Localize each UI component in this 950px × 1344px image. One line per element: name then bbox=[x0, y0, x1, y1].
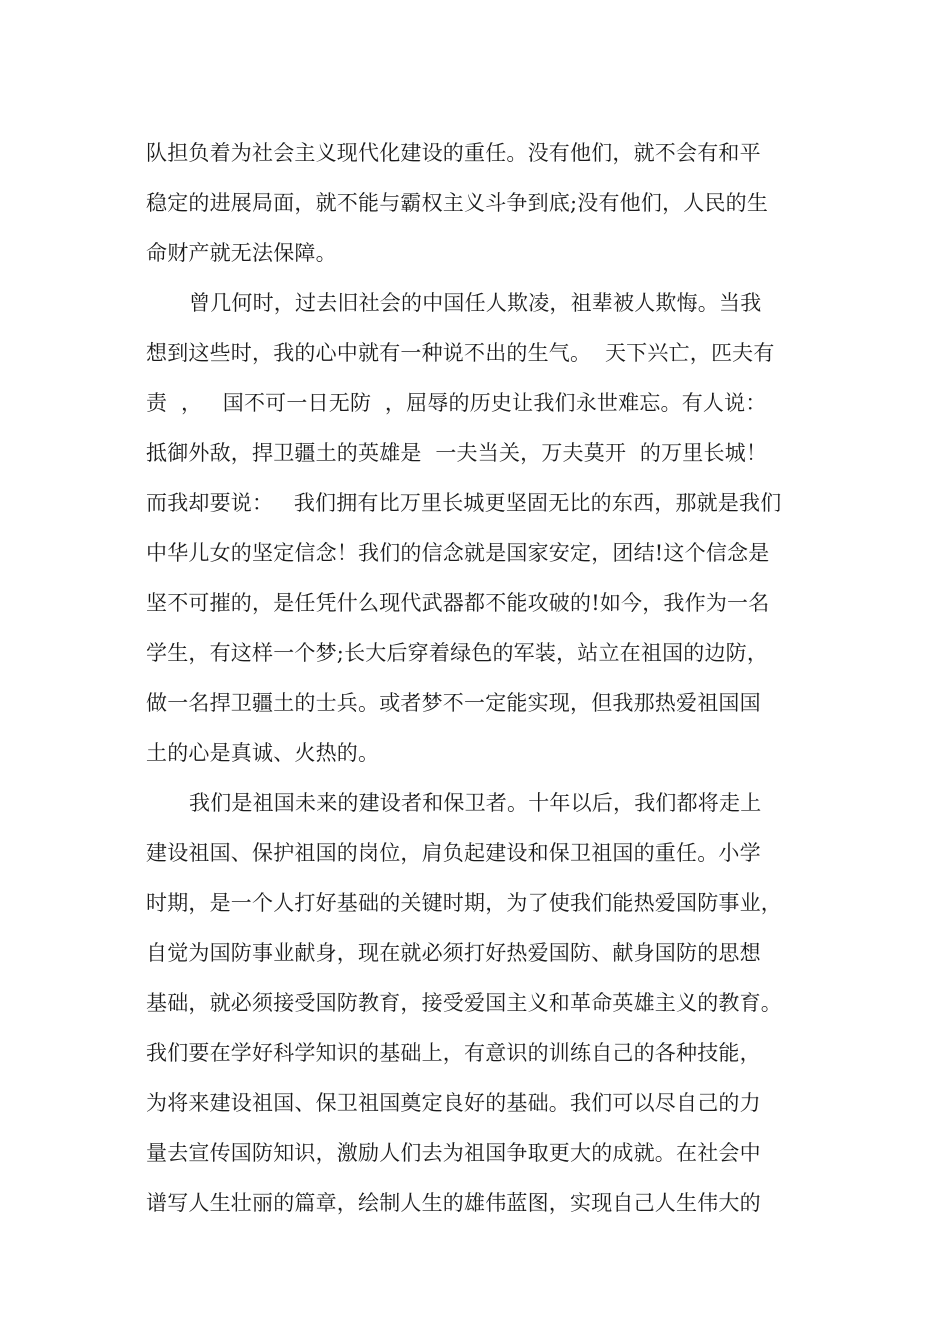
text-line: 谱写人生壮丽的篇章，绘制人生的雄伟蓝图，实现自己人生伟大的 bbox=[146, 1191, 761, 1215]
text-line: 稳定的进展局面，就不能与霸权主义斗争到底;没有他们，人民的生 bbox=[146, 191, 769, 215]
text-line: 责 ， 国不可一日无防 ，屈辱的历史让我们永世难忘。有人说： bbox=[146, 391, 767, 415]
text-line: 做一名捍卫疆土的士兵。或者梦不一定能实现，但我那热爱祖国国 bbox=[146, 691, 761, 715]
text-line: 量去宣传国防知识，激励人们去为祖国争取更大的成就。在社会中 bbox=[146, 1141, 761, 1165]
text-line: 土的心是真诚、火热的。 bbox=[146, 741, 380, 765]
text-line: 基础，就必须接受国防教育，接受爱国主义和革命英雄主义的教育。 bbox=[146, 991, 782, 1015]
text-line: 曾几何时，过去旧社会的中国任人欺凌，祖辈被人欺悔。当我 bbox=[189, 291, 762, 315]
text-line: 坚不可摧的，是任凭什么现代武器都不能攻破的!如今，我作为一名 bbox=[146, 591, 770, 615]
text-line: 抵御外敌，捍卫疆土的英雄是 一夫当关，万夫莫开 的万里长城！ bbox=[146, 441, 768, 465]
text-line: 时期，是一个人打好基础的关键时期，为了使我们能热爱国防事业， bbox=[146, 891, 782, 915]
text-line: 学生，有这样一个梦;长大后穿着绿色的军装，站立在祖国的边防， bbox=[146, 641, 769, 665]
text-line: 队担负着为社会主义现代化建设的重任。没有他们，就不会有和平 bbox=[146, 141, 761, 165]
text-line: 我们要在学好科学知识的基础上，有意识的训练自己的各种技能， bbox=[146, 1041, 761, 1065]
text-line: 而我却要说： 我们拥有比万里长城更坚固无比的东西，那就是我们 bbox=[146, 491, 782, 515]
text-line: 我们是祖国未来的建设者和保卫者。十年以后，我们都将走上 bbox=[189, 791, 762, 815]
text-line: 建设祖国、保护祖国的岗位，肩负起建设和保卫祖国的重任。小学 bbox=[146, 841, 761, 865]
text-line: 想到这些时，我的心中就有一种说不出的生气。 天下兴亡，匹夫有 bbox=[146, 341, 775, 365]
text-line: 为将来建设祖国、保卫祖国奠定良好的基础。我们可以尽自己的力 bbox=[146, 1091, 761, 1115]
text-line: 中华儿女的坚定信念！我们的信念就是国家安定，团结!这个信念是 bbox=[146, 541, 770, 565]
text-line: 自觉为国防事业献身，现在就必须打好热爱国防、献身国防的思想 bbox=[146, 941, 761, 965]
text-line: 命财产就无法保障。 bbox=[146, 241, 337, 265]
